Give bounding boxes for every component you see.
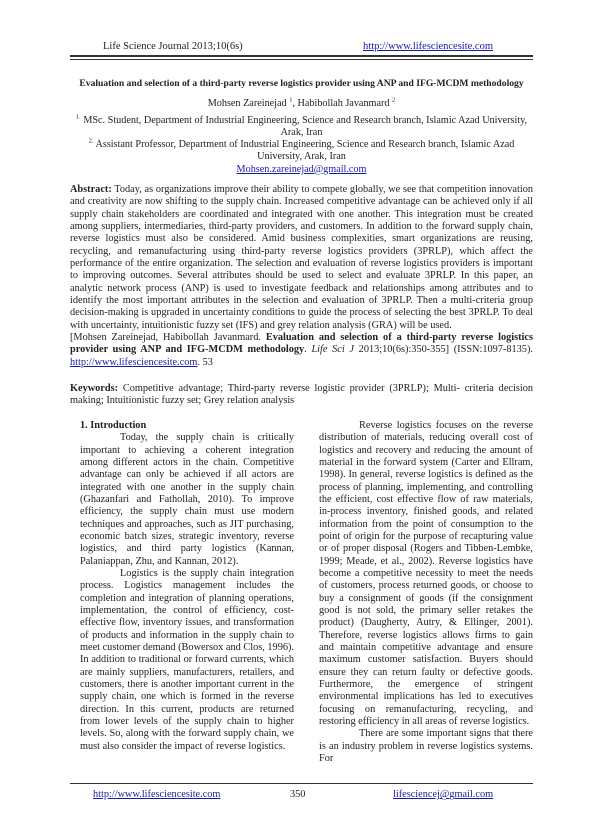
affiliation-text: Assistant Professor, Department of Industrial Engineering, Science and Research branch, Islamic Azad University, Arak, Iran [93, 139, 515, 163]
author-1: Mohsen Zareinejad [207, 97, 287, 109]
footer-rule [70, 783, 533, 784]
paragraph: Today, the supply chain is critically important to achieving a coherent integration among different actors in the chain. Competitive advantage can only be achieved if all actors are integrated with one another in the supply chain (Ghazanfari and Fathollah, 2010). To improve efficiency, the supply chain must use modern techniques and approaches, such as JIT purchasing, economic batch sizes, strategic inventory, reverse logistics, and third party logistics (Kannan, Palaniappan, Zhu, and Kannan, 2012). [80, 432, 294, 567]
paragraph: Reverse logistics focuses on the reverse distribution of materials, reducing overall cost of logistics and recovery and reducing the amount of material in the forward system (Carter and Ellram, 1998). In general, reverse logistics is defined as the process of planning, implementing, and controlling the efficient, cost effective flow of raw materials, in-process inventory, finished goods, and related information from the point of consumption to the point of origin for the purpose of recapturing value or of proper disposal (Rogers and Tibben-Lembke, 1999; Meade, et al., 2002). Reverse logistics have become a competitive necessity to meet the needs of customers, process returned goods, or choose to buy a consignment of goods (if the consignment good is not sold, the primary seller retakes the product) (Daugherty, Autry, & Ellinger, 2001). Therefore, reverse logistics allows firms to gain and maintain competitive advantage and ensure maximum customer satisfaction. Buyers should ensure they can return faulty or defective goods. Furthermore, the emergence of stringent environmental implications has led to executives focusing on remanufacturing, recycling, and restoring efficiency in all areas of reverse logistics. [319, 419, 533, 728]
citation-authors: [Mohsen Zareinejad, Habibollah Javanmard. [70, 332, 266, 344]
citation-journal: Life Sci J [311, 344, 354, 356]
citation-number: . 53 [197, 356, 213, 368]
citation-title: Evaluation and selection of a third-party reverse logistics provider using ANP and IFG-MCDM methodology [70, 332, 533, 356]
page-number: 350 [290, 789, 306, 801]
author-2-mark: 2 [392, 96, 396, 104]
paragraph: Logistics is the supply chain integration process. Logistics management includes the completion and integration of planning operations, implementation, the control of efficiency, cost-effective flow, inventory issues, and transformation of products and information in the supply chain to meet customer demand (Bowersox and Clos, 1996). In addition to traditional or forward currents, which are mainly suppliers, manufacturers, retailers, and customers, there is another important current in the supply chain, one which is formed in the reverse direction. In this current, products are returned from lower levels of the supply chain to higher levels. So, along with the forward supply chain, we must also consider the impact of reverse logistics. [80, 567, 294, 752]
header-url-link[interactable]: http://www.lifesciencesite.com [363, 41, 493, 52]
affiliation-1 [70, 115, 533, 140]
running-header [70, 40, 533, 53]
paragraph: There are some important signs that there is an industry problem in reverse logistics systems. For [319, 728, 533, 765]
keywords-label: Keywords: [70, 383, 119, 395]
affiliation-mark: 2. [88, 137, 94, 145]
citation-url-link[interactable]: http://www.lifesciencesite.com [70, 356, 198, 368]
citation-details: 2013;10(6s):350-355] (ISSN:1097-8135). [353, 344, 533, 356]
author-1-mark: 1 [289, 96, 293, 104]
keywords-text: Competitive advantage; Third-party reverse logistic provider (3PRLP); Multi- criteria decision making; Intuitionistic fuzzy set; Grey relation analysis [70, 383, 533, 407]
header-rule [70, 55, 533, 57]
footer-email-link[interactable]: lifesciencej@gmail.com [393, 789, 494, 801]
email-row [70, 164, 533, 176]
abstract-label: Abstract: [70, 183, 112, 195]
section-heading: 1. Introduction [80, 419, 147, 431]
journal-name: Life Science Journal 2013;10(6s) [103, 41, 243, 52]
author-email-link[interactable]: Mohsen.zareinejad@gmail.com [236, 163, 367, 175]
abstract-text: Today, as organizations improve their ability to compete globally, we see that competition innovation and creativity are now shifting to the supply chain. Increased competitive advantage can be achieved only if all supply chain stakeholders are coordinated and integrated with one another. This integration must be created among suppliers, intermediaries, third-party providers, and customers. In addition to the forward supply chain, reverse logistics must also be considered. Amid business complexities, smart organizations are reusing, recycling, and remanufacturing using third-party reverse logistics providers (3PRLP), which affect the performance of the entire organization. The selection and evaluation of reverse logistics providers is important to improving outcomes. Several attributes should be used to select and evaluate 3PRLP. In this paper, an analytic network process (ANP) is used to investigate feedback and relationships among attributes and to identify the most important attributes in the selection and evaluation of 3PRLP. Then a multi-criteria group decision-making is upgraded in uncertainty conditions to guide the process of selecting the best 3PRLP. To deal with uncertainty, intuitionistic fuzzy set (IFS) and grey relation analysis (GRA) will be used. [70, 183, 533, 331]
abstract: Abstract: Today, as organizations improve their ability to compete globally, we see that competition innovation and creativity are now shifting to the supply chain. Increased competitive advantage can be achieved only if all supply chain stakeholders are coordinated and integrated with one another. This integration must be created among suppliers, intermediaries, third-party providers, and customers. In addition to the forward supply chain, reverse logistics must also be considered. Amid business complexities, smart organizations are reusing, recycling, and remanufacturing using third-party reverse logistics providers (3PRLP), which affect the performance of the entire organization. The selection and evaluation of reverse logistics providers is important to improving outcomes. Several attributes should be used to select and evaluate 3PRLP. In this paper, an analytic network process (ANP) is used to investigate feedback and relationships among attributes and to identify the most important attributes in the selection and evaluation of 3PRLP. Then a multi-criteria group decision-making is upgraded in uncertainty conditions to guide the process of selecting the best 3PRLP. To deal with uncertainty, intuitionistic fuzzy set (IFS) and grey relation analysis (GRA) will be used. [Mohsen Zareinejad, Habibollah Javanmard. Evaluation and selection of a third-party reverse logistics provider using ANP and IFG-MCDM methodology. Life Sci J 2013;10(6s):350-355] (ISSN:1097-8135). http://www.lifesciencesite.com. 53 [70, 183, 533, 368]
affiliation-2 [70, 139, 533, 164]
authors [70, 97, 533, 110]
page-footer [70, 788, 533, 802]
footer-url-link[interactable]: http://www.lifesciencesite.com [93, 789, 221, 801]
affiliation-mark: 1. [75, 113, 81, 121]
header-rule-thin [70, 59, 533, 60]
keywords [70, 383, 533, 408]
body-columns [70, 420, 533, 766]
author-2: , Habibollah Javanmard [292, 97, 390, 109]
right-column [319, 420, 533, 766]
left-column [80, 420, 294, 766]
affiliation-text: MSc. Student, Department of Industrial Engineering, Science and Research branch, Islamic Azad University, Arak, Iran [80, 114, 528, 138]
paper-title: Evaluation and selection of a third-party reverse logistics provider using ANP and IFG-MCDM methodology [79, 77, 524, 89]
